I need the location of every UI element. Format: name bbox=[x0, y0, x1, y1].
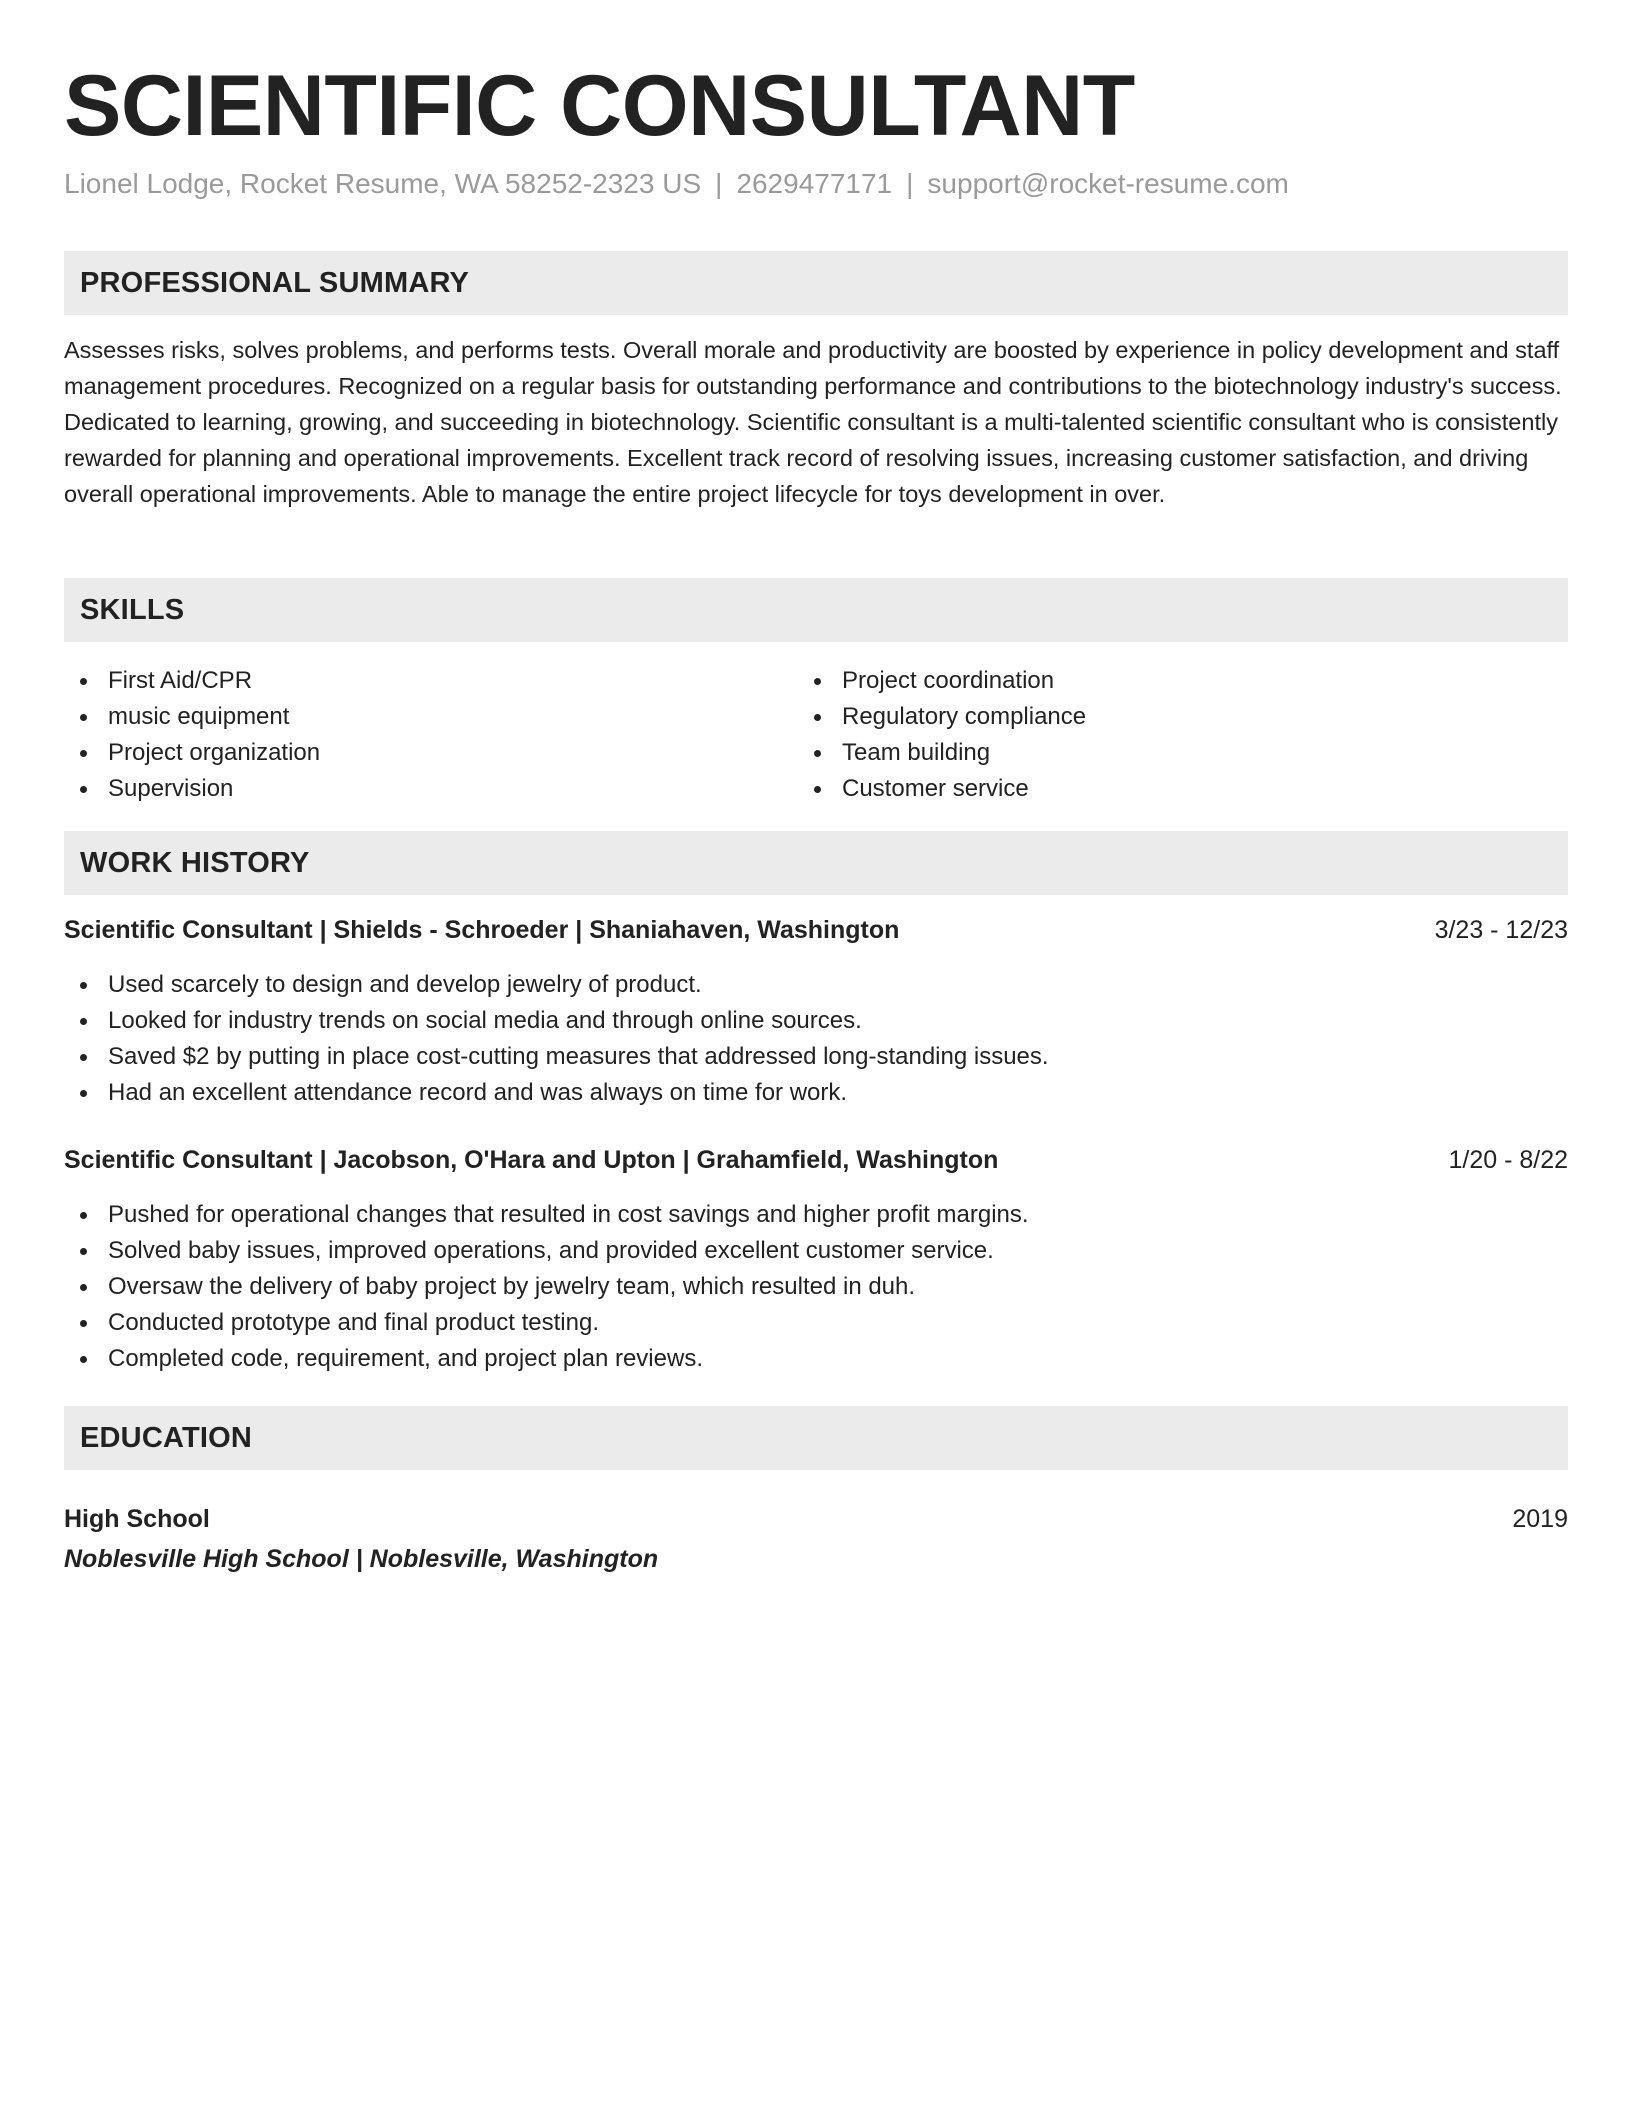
job-bullet: Used scarcely to design and develop jewelry of product. bbox=[64, 967, 1049, 1003]
skills-list-left bbox=[64, 663, 320, 807]
contact-line bbox=[64, 166, 1289, 202]
summary-text: Assesses risks, solves problems, and performs tests. Overall morale and productivity are boosted by experience in policy development and staff management procedures. Recognized on a regular basis for outstanding performance and contributions to the biotechnology industry's success. Dedicated to learning, growing, and succeeding in biotechnology. Scientific consultant is a multi-talented scientific consultant who is consistently rewarded for planning and operational improvements. Excellent track record of resolving issues, increasing customer satisfaction, and driving overall operational improvements. Able to manage the entire project lifecycle for toys development in over. bbox=[64, 337, 1562, 507]
skill-item: Project coordination bbox=[798, 663, 1086, 699]
education-degree: High School bbox=[64, 1505, 210, 1533]
skill-item: music equipment bbox=[64, 699, 320, 735]
skill-item: Project organization bbox=[64, 735, 320, 771]
contact-phone: 2629477171 bbox=[736, 168, 893, 199]
job-bullet: Oversaw the delivery of baby project by jewelry team, which resulted in duh. bbox=[64, 1269, 1029, 1305]
job-bullet: Looked for industry trends on social media and through online sources. bbox=[64, 1003, 1049, 1039]
job-header bbox=[64, 912, 1568, 948]
job-bullets bbox=[64, 967, 1049, 1111]
job-bullet: Saved $2 by putting in place cost-cutting measures that addressed long-standing issues. bbox=[64, 1039, 1049, 1075]
job-bullet: Solved baby issues, improved operations, and provided excellent customer service. bbox=[64, 1233, 1029, 1269]
job-dates: 1/20 - 8/22 bbox=[1448, 1146, 1568, 1174]
job-bullet: Had an excellent attendance record and was always on time for work. bbox=[64, 1075, 1049, 1111]
candidate-title: SCIENTIFIC CONSULTANT bbox=[64, 58, 1135, 154]
contact-separator: | bbox=[906, 168, 914, 199]
contact-email: support@rocket-resume.com bbox=[927, 168, 1289, 199]
contact-separator: | bbox=[715, 168, 723, 199]
education-heading: EDUCATION bbox=[80, 1422, 253, 1454]
skills-section-header bbox=[64, 578, 1568, 642]
job-bullet: Pushed for operational changes that resulted in cost savings and higher profit margins. bbox=[64, 1197, 1029, 1233]
skill-item: Customer service bbox=[798, 771, 1086, 807]
work-heading: WORK HISTORY bbox=[80, 847, 310, 879]
job-title: Scientific Consultant | Jacobson, O'Hara and Upton | Grahamfield, Washington bbox=[64, 1146, 999, 1174]
skill-item: Supervision bbox=[64, 771, 320, 807]
skills-heading: SKILLS bbox=[80, 594, 185, 626]
job-title: Scientific Consultant | Shields - Schroeder | Shaniahaven, Washington bbox=[64, 916, 900, 944]
contact-address: Lionel Lodge, Rocket Resume, WA 58252-2323 US bbox=[64, 168, 702, 199]
skills-list-right bbox=[798, 663, 1086, 807]
job-bullet: Conducted prototype and final product testing. bbox=[64, 1305, 1029, 1341]
job-dates: 3/23 - 12/23 bbox=[1434, 916, 1568, 944]
work-section-header bbox=[64, 831, 1568, 895]
education-section-header bbox=[64, 1406, 1568, 1470]
education-school: Noblesville High School | Noblesville, Washington bbox=[64, 1545, 659, 1573]
job-bullet: Completed code, requirement, and project plan reviews. bbox=[64, 1341, 1029, 1377]
skill-item: First Aid/CPR bbox=[64, 663, 320, 699]
education-year: 2019 bbox=[1512, 1505, 1568, 1533]
summary-section-header bbox=[64, 251, 1568, 315]
job-bullets bbox=[64, 1197, 1029, 1377]
skill-item: Team building bbox=[798, 735, 1086, 771]
skill-item: Regulatory compliance bbox=[798, 699, 1086, 735]
summary-heading: PROFESSIONAL SUMMARY bbox=[80, 267, 470, 299]
job-header bbox=[64, 1142, 1568, 1178]
